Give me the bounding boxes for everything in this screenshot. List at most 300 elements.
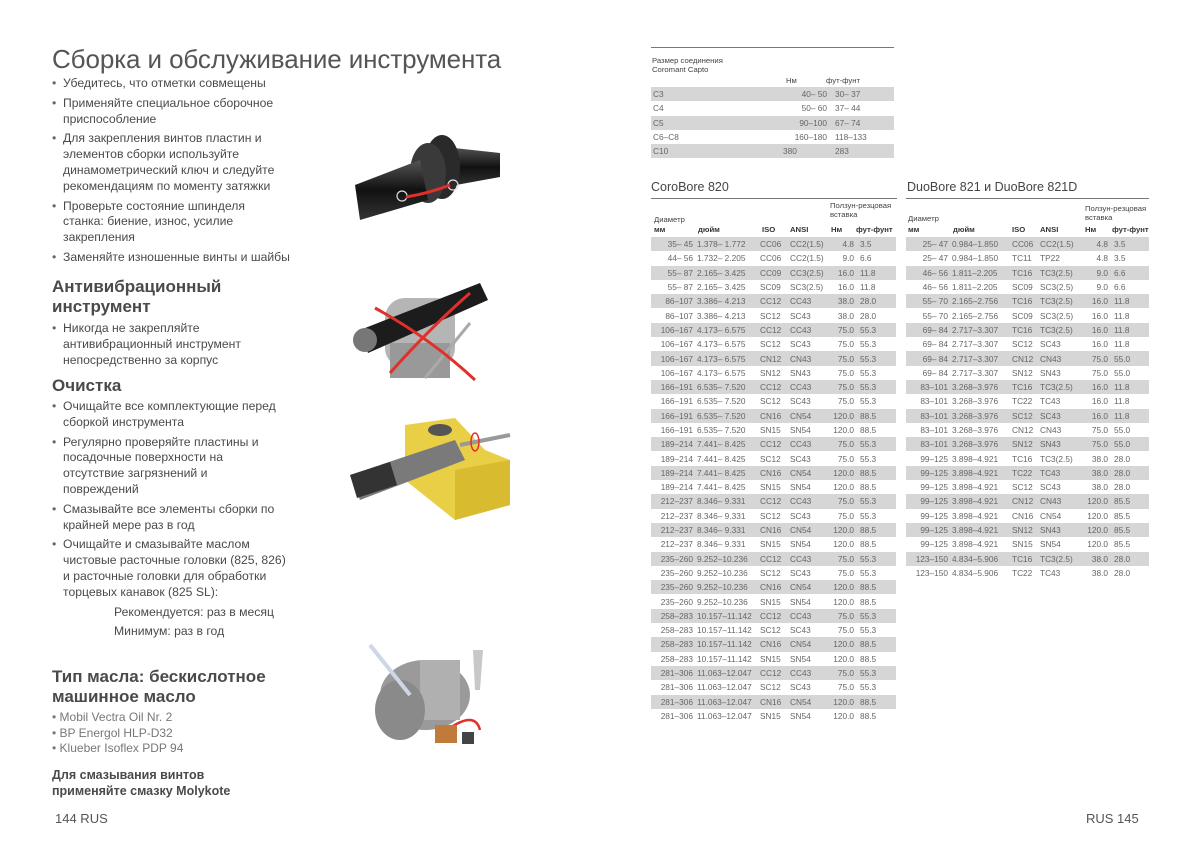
duobore-top-rule: [906, 198, 1149, 199]
screw-lubrication-note: Для смазывания винтов применяйте смазку Molykote: [52, 767, 231, 798]
cell: 4.834–5.906: [950, 552, 1010, 566]
cell: 28.0: [1114, 567, 1131, 578]
cell: 75.0: [1091, 367, 1108, 378]
cell: 120.0: [826, 466, 856, 480]
cell: CC09: [758, 266, 788, 280]
cell: CN43: [1038, 351, 1080, 365]
cell: 7.441– 8.425: [695, 466, 758, 480]
cell: 46– 56: [906, 266, 950, 280]
recommended-interval: Рекомендуется: раз в месяц: [114, 604, 274, 619]
table-row: [651, 116, 894, 130]
cell: 50– 60: [801, 103, 827, 114]
table-row: [651, 652, 896, 666]
cell: 83–101: [920, 425, 948, 435]
cell: 55.3: [856, 351, 896, 365]
cell: 10.157–11.142: [697, 653, 752, 664]
cleaning-heading: Очистка: [52, 376, 122, 395]
table-row: [651, 566, 896, 580]
cell: 99–125: [920, 510, 948, 521]
cell: 85.5: [1114, 539, 1131, 550]
cell: 55– 70: [922, 310, 948, 321]
cell: 3.898–4.921: [952, 539, 999, 550]
cell: SC3(2.5): [1040, 310, 1074, 321]
cell: 6.6: [1114, 282, 1126, 293]
table-row: [906, 351, 1149, 365]
cell: 38.0: [1091, 453, 1108, 464]
cell: SN15: [760, 596, 781, 607]
cell: 6.6: [1110, 266, 1149, 280]
cell: TC3(2.5): [1038, 380, 1080, 394]
cell: 8.346– 9.331: [695, 494, 758, 508]
cell: 69– 84: [922, 367, 948, 378]
cell: 28.0: [1110, 466, 1149, 480]
cell: CN43: [1040, 425, 1062, 435]
cell: 120.0: [826, 695, 856, 709]
cell: 2.165–2.756: [952, 310, 999, 321]
cell: 3.898–4.921: [950, 494, 1010, 508]
cell: SN54: [790, 596, 811, 607]
cell: 258–283: [651, 637, 695, 651]
cell: 160–180: [794, 132, 827, 143]
cell: CC43: [788, 666, 826, 680]
cell: 11.063–12.047: [695, 666, 758, 680]
cell: 3.386– 4.213: [695, 294, 758, 308]
table-row: [651, 366, 896, 380]
cell: C10: [651, 144, 781, 158]
cell: 10.157–11.142: [697, 625, 752, 636]
cell: 38.0: [1080, 552, 1110, 566]
cell: CC12: [758, 609, 788, 623]
cell: 38.0: [826, 294, 856, 308]
cell: 88.5: [856, 523, 896, 537]
cell: TC3(2.5): [1038, 323, 1080, 337]
cell: 88.5: [860, 482, 877, 493]
cell: 9.252–10.236: [695, 552, 758, 566]
table-row: [651, 409, 896, 423]
cell: 9.0: [1080, 266, 1110, 280]
table-row: [906, 380, 1149, 394]
table-row: [651, 509, 896, 523]
cell: 86–107: [665, 310, 693, 321]
cell: 189–214: [660, 453, 693, 464]
cell: 3.386– 4.213: [697, 310, 746, 321]
cell: 2.717–3.307: [950, 351, 1010, 365]
cell: SN54: [1040, 539, 1061, 550]
cell: 258–283: [651, 609, 695, 623]
antivibration-tool-in-vise-illustration: [330, 268, 510, 393]
cleaning-section: [52, 376, 312, 640]
cell: CN12: [1010, 494, 1038, 508]
cell: 25– 47: [906, 237, 950, 251]
cell: 55.3: [856, 494, 896, 508]
corobore-rows: [651, 237, 896, 723]
cell: 16.0: [1091, 339, 1108, 350]
table-row: [651, 251, 896, 265]
duobore-title: DuoBore 821 и DuoBore 821D: [907, 180, 1078, 194]
cell: 166–191: [660, 425, 693, 435]
cell: 55.3: [860, 510, 877, 521]
table-row: [651, 637, 896, 651]
cell: 99–125: [906, 466, 950, 480]
cell: 2.165– 3.425: [697, 282, 746, 293]
cell: 38.0: [1080, 466, 1110, 480]
corobore-col-iso: ISO: [762, 225, 776, 234]
table-row: [906, 437, 1149, 451]
cell: 55– 70: [906, 294, 950, 308]
cell: TC22: [1012, 396, 1033, 407]
cell: SN15: [760, 653, 781, 664]
cell: CN54: [1040, 510, 1062, 521]
cell: SN43: [790, 367, 811, 378]
cell: 212–237: [660, 510, 693, 521]
cell: 16.0: [826, 266, 856, 280]
cell: 3.5: [1110, 237, 1149, 251]
cell: 166–191: [651, 409, 695, 423]
cell: CN12: [1010, 351, 1038, 365]
cell: SC43: [790, 625, 811, 636]
cell: 30– 37: [829, 87, 894, 101]
cell: TC3(2.5): [1038, 552, 1080, 566]
cell: 0.984–1.850: [952, 253, 999, 264]
cell: 4.173– 6.575: [695, 323, 758, 337]
cell: 55.0: [1110, 351, 1149, 365]
cell: SN12: [1012, 367, 1033, 378]
cell: CN43: [788, 351, 826, 365]
cell: 120.0: [826, 523, 856, 537]
cell: 11.8: [1110, 323, 1149, 337]
cell: 86–107: [651, 294, 695, 308]
table-row: [651, 101, 894, 115]
cell: SN12: [760, 367, 781, 378]
cell: 1.811–2.205: [950, 266, 1010, 280]
cell: 6.535– 7.520: [697, 425, 746, 435]
cell: 55.0: [1114, 425, 1131, 435]
table-row: [651, 294, 896, 308]
cell: 16.0: [1091, 310, 1108, 321]
capto-header-label: [652, 56, 723, 74]
cell: SC43: [790, 567, 811, 578]
cell: TC22: [1012, 567, 1033, 578]
cell: CN54: [788, 637, 826, 651]
page-number-left: 144 RUS: [55, 811, 108, 826]
cell: 3.268–3.976: [950, 409, 1010, 423]
oil-heading: Тип масла: бескислотное машинное масло: [52, 667, 266, 706]
cell: 88.5: [856, 466, 896, 480]
cell: 99–125: [906, 494, 950, 508]
cell: SC43: [790, 310, 811, 321]
corobore-col-ansi: ANSI: [790, 225, 809, 234]
cell: 10.157–11.142: [695, 609, 758, 623]
cell: 88.5: [860, 653, 877, 664]
cell: 258–283: [660, 625, 693, 636]
cell: 88.5: [860, 425, 877, 435]
cell: 83–101: [906, 409, 950, 423]
cell: SN15: [1012, 539, 1033, 550]
cell: CN54: [788, 695, 826, 709]
cell: CC2(1.5): [788, 237, 826, 251]
cell: SN54: [790, 539, 811, 550]
cell: 3.898–4.921: [952, 482, 999, 493]
cell: 75.0: [1080, 351, 1110, 365]
cell: TC3(2.5): [1040, 453, 1073, 464]
cell: 88.5: [856, 637, 896, 651]
cell: 120.0: [833, 482, 854, 493]
cell: TC22: [1010, 466, 1038, 480]
cell: 69– 84: [922, 339, 948, 350]
cell: 6.6: [860, 253, 872, 264]
cell: 4.173– 6.575: [695, 351, 758, 365]
cell: 120.0: [1087, 510, 1108, 521]
table-row: [651, 266, 896, 280]
table-row: [906, 266, 1149, 280]
cell: TC43: [1040, 396, 1061, 407]
cell: 120.0: [1080, 494, 1110, 508]
cell: 7.441– 8.425: [697, 453, 746, 464]
cell: TP22: [1040, 253, 1060, 264]
cell: SC43: [1040, 482, 1061, 493]
table-row: [906, 251, 1149, 265]
cell: 4.834–5.906: [952, 567, 999, 578]
table-row: [651, 351, 896, 365]
cell: 55.3: [856, 380, 896, 394]
cell: C5: [651, 116, 781, 130]
cell: 99–125: [920, 539, 948, 550]
cell: 85.5: [1110, 494, 1149, 508]
cell: 2.717–3.307: [952, 339, 999, 350]
boring-head-lubrication-illustration: [365, 640, 505, 755]
cell: SC12: [760, 682, 781, 693]
cell: SC12: [1010, 409, 1038, 423]
cell: TC3(2.5): [1038, 294, 1080, 308]
table-row: [906, 566, 1149, 580]
cell: 90–100: [781, 116, 829, 130]
table-row: [651, 466, 896, 480]
cell: SC43: [790, 339, 811, 350]
cell: CC12: [758, 294, 788, 308]
bullet-item: • Никогда не закрепляйте антивибрационный инструмент непосредственно за корпус: [52, 321, 262, 368]
duobore-col-ftlb: фут-фунт: [1112, 225, 1149, 234]
cell: 67– 74: [829, 116, 894, 130]
cell: TC16: [1012, 453, 1033, 464]
cell: CN16: [758, 580, 788, 594]
cell: 75.0: [826, 380, 856, 394]
cell: 75.0: [1091, 425, 1108, 435]
cell: 0.984–1.850: [950, 237, 1010, 251]
cell: CN16: [758, 637, 788, 651]
cell: 11.8: [1114, 310, 1130, 321]
table-row: [651, 494, 896, 508]
cell: 7.441– 8.425: [695, 437, 758, 451]
cell: SC12: [760, 625, 781, 636]
boring-tool-cleaning-illustration: [345, 410, 520, 520]
cell: 4.8: [1096, 253, 1108, 264]
cell: 120.0: [833, 596, 854, 607]
cell: 75.0: [826, 666, 856, 680]
cell: 38.0: [1091, 567, 1108, 578]
duobore-col-ansi: ANSI: [1040, 225, 1059, 234]
table-row: [651, 280, 896, 294]
cell: 55.3: [856, 323, 896, 337]
table-row: [651, 380, 896, 394]
table-row: [651, 308, 896, 322]
cell: 8.346– 9.331: [695, 523, 758, 537]
corobore-col-inch: дюйм: [698, 225, 720, 234]
duobore-col-inch: дюйм: [953, 225, 975, 234]
bullet-item: • Убедитесь, что отметки совмещены: [52, 76, 312, 92]
cell: CN12: [1012, 425, 1034, 435]
cell: 88.5: [856, 695, 896, 709]
cell: 37– 44: [835, 103, 861, 114]
cell: TC16: [1010, 552, 1038, 566]
table-row: [651, 394, 896, 408]
antivibration-heading: Антивибрационный инструмент: [52, 277, 222, 316]
table-row: [651, 144, 894, 158]
cell: 123–150: [906, 552, 950, 566]
table-row: [651, 451, 896, 465]
cell: CN16: [758, 409, 788, 423]
cell: 8.346– 9.331: [697, 510, 746, 521]
cell: SC12: [760, 339, 781, 350]
cell: CC06: [760, 253, 782, 264]
page-number-right: RUS 145: [1086, 811, 1139, 826]
cell: 3.268–3.976: [952, 396, 999, 407]
cell: 120.0: [833, 425, 854, 435]
cell: 85.5: [1114, 510, 1131, 521]
cell: 75.0: [837, 339, 854, 350]
cell: 75.0: [837, 682, 854, 693]
cell: SN54: [790, 653, 811, 664]
cell: 1.732– 2.205: [697, 253, 746, 264]
cell: 120.0: [826, 580, 856, 594]
cell: CC06: [758, 237, 788, 251]
cell: 16.0: [837, 282, 854, 293]
table-row: [906, 237, 1149, 251]
cell: CC12: [758, 494, 788, 508]
table-row: [651, 709, 896, 723]
cell: SN43: [1038, 523, 1080, 537]
cell: 55.3: [860, 453, 877, 464]
bullet-item: • Смазывайте все элементы сборки по крайней мере раз в год: [52, 502, 298, 534]
cell: 235–260: [660, 567, 693, 578]
cell: 40– 50: [781, 87, 829, 101]
cell: 120.0: [826, 409, 856, 423]
cell: 85.5: [1110, 523, 1149, 537]
cell: SC12: [760, 310, 781, 321]
cell: 281–306: [651, 666, 695, 680]
cell: SC12: [1012, 339, 1033, 350]
cell: 3.898–4.921: [950, 466, 1010, 480]
cell: 28.0: [1114, 453, 1131, 464]
cell: 106–167: [660, 367, 693, 378]
bullet-item: • Очищайте и смазывайте маслом чистовые расточные головки (825, 826) и расточные головки для обработки торцевых канавок (825 SL):: [52, 537, 288, 600]
cell: 235–260: [660, 596, 693, 607]
cell: CN16: [758, 695, 788, 709]
cell: 189–214: [660, 482, 693, 493]
cell: SN12: [1010, 437, 1038, 451]
table-row: [906, 294, 1149, 308]
cell: 4.8: [1080, 237, 1110, 251]
cell: TC43: [1038, 466, 1080, 480]
cell: TC16: [1010, 266, 1038, 280]
minimum-interval: Минимум: раз в год: [114, 624, 225, 639]
table-row: [906, 337, 1149, 351]
cell: 6.535– 7.520: [697, 396, 746, 407]
table-row: [651, 695, 896, 709]
cell: 55.3: [860, 625, 877, 636]
cell: SC3(2.5): [790, 282, 824, 293]
cell: 11.8: [1110, 409, 1149, 423]
cell: 9.252–10.236: [697, 596, 748, 607]
right-page: [600, 0, 1200, 849]
table-row: [651, 523, 896, 537]
cell: 4.8: [826, 237, 856, 251]
corobore-torque-table: [651, 237, 896, 723]
cell: 189–214: [651, 437, 695, 451]
cell: 75.0: [837, 396, 854, 407]
cell: SN54: [790, 710, 811, 721]
cell: SC43: [790, 510, 811, 521]
cell: CN54: [788, 580, 826, 594]
table-row: [651, 130, 894, 144]
table-row: [906, 366, 1149, 380]
cell: SN15: [760, 710, 781, 721]
cell: 281–306: [660, 710, 693, 721]
cell: 120.0: [1080, 523, 1110, 537]
cell: 55.3: [856, 552, 896, 566]
cell: 11.8: [860, 282, 876, 293]
table-row: [651, 580, 896, 594]
cell: SC09: [1012, 310, 1033, 321]
cell: 212–237: [651, 523, 695, 537]
table-row: [651, 87, 894, 101]
duobore-col-nm: Нм: [1085, 225, 1097, 234]
table-row: [651, 537, 896, 551]
table-row: [906, 308, 1149, 322]
cell: 1.378– 1.772: [695, 237, 758, 251]
cell: SN15: [760, 482, 781, 493]
cell: 212–237: [651, 494, 695, 508]
cell: SC12: [1012, 482, 1033, 493]
cell: 75.0: [837, 567, 854, 578]
cell: C3: [651, 87, 781, 101]
capto-top-rule: [651, 47, 894, 48]
cell: 55.3: [856, 609, 896, 623]
cell: 7.441– 8.425: [697, 482, 746, 493]
table-row: [651, 480, 896, 494]
cell: 75.0: [826, 351, 856, 365]
cell: CN12: [758, 351, 788, 365]
cell: SC12: [760, 567, 781, 578]
cell: 16.0: [1091, 396, 1108, 407]
cell: SC12: [760, 453, 781, 464]
bullet-item: • Для закрепления винтов пластин и элементов сборки используйте динамометрический ключ и следуйте рекомендациям по моменту затяжки: [52, 131, 303, 194]
antivibration-bullets: [52, 321, 262, 368]
cell: SC3(2.5): [1040, 282, 1074, 293]
table-row: [651, 423, 896, 437]
cell: 4.173– 6.575: [697, 339, 746, 350]
cell: 55– 87: [651, 266, 695, 280]
cell: 55.3: [860, 567, 877, 578]
bullet-item: • Проверьте состояние шпинделя станка: биение, износ, усилие закрепления: [52, 199, 263, 246]
cell: 189–214: [651, 466, 695, 480]
corobore-col-ftlb: фут-фунт: [856, 225, 893, 234]
cell: SC43: [1038, 409, 1080, 423]
corobore-cartridge-header: Ползун-резцовая вставка: [830, 201, 892, 219]
cell: SC43: [790, 396, 811, 407]
cell: CC43: [788, 323, 826, 337]
cell: CC43: [788, 552, 826, 566]
cell: 11.8: [1114, 396, 1130, 407]
